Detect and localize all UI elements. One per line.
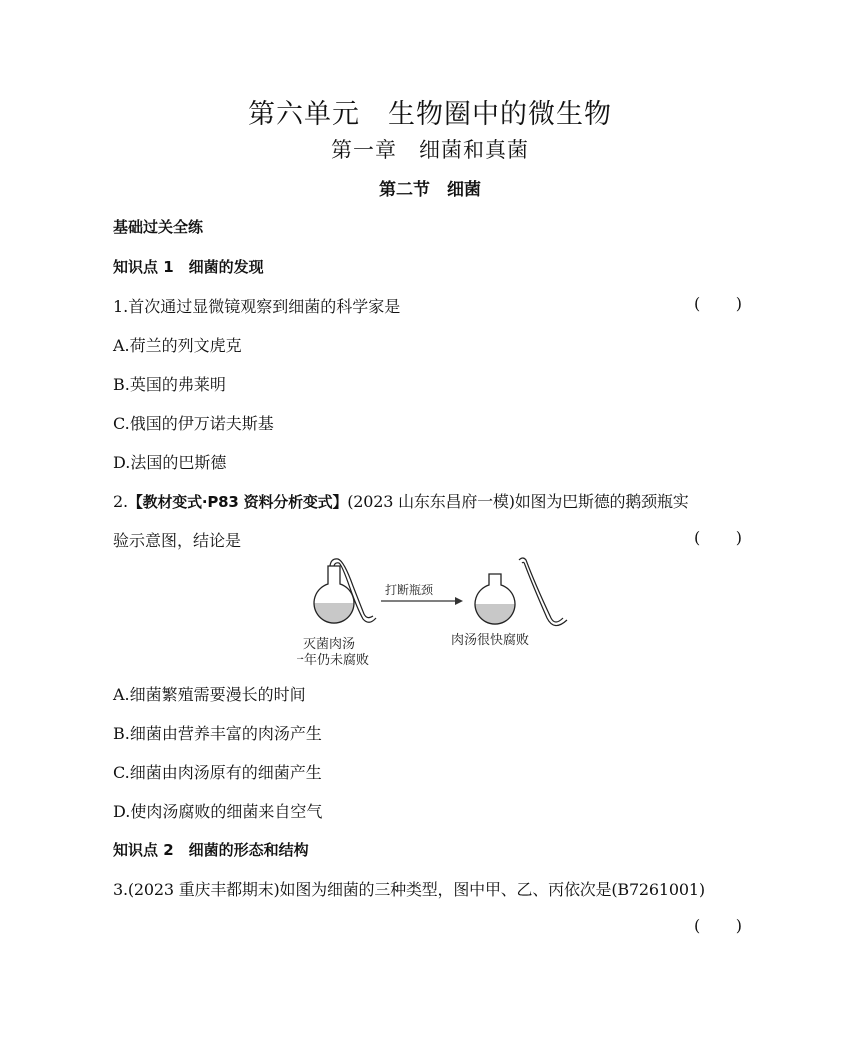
paren-open: ( xyxy=(694,916,701,935)
chapter-title: 第一章 细菌和真菌 xyxy=(331,138,529,162)
q2-option-a: A.细菌繁殖需要漫长的时间 xyxy=(113,685,306,704)
q2-option-c: C.细菌由肉汤原有的细菌产生 xyxy=(113,763,322,782)
swan-neck-flask-figure xyxy=(297,556,577,668)
paren-open: ( xyxy=(694,528,701,547)
paren-close: ) xyxy=(735,916,742,935)
left-flask-broth xyxy=(314,603,354,623)
q2-number: 2. xyxy=(113,492,128,511)
flask-diagram xyxy=(297,556,577,668)
right-flask-broth xyxy=(475,604,515,624)
answer-blank-q1 xyxy=(694,294,742,313)
practice-heading: 基础过关全练 xyxy=(113,218,204,236)
knowledge-point-1: 知识点 1 细菌的发现 xyxy=(113,258,264,276)
q1-option-a: A.荷兰的列文虎克 xyxy=(113,336,242,355)
question-2-stem-line1 xyxy=(113,489,689,512)
q2-option-d: D.使肉汤腐败的细菌来自空气 xyxy=(113,802,323,821)
q1-option-b: B.英国的弗莱明 xyxy=(113,375,226,394)
paren-open: ( xyxy=(694,294,701,313)
question-1-stem: 1.首次通过显微镜观察到细菌的科学家是 xyxy=(113,297,401,316)
q2-stem-text: (2023 山东东昌府一模)如图为巴斯德的鹅颈瓶实 xyxy=(347,492,689,511)
knowledge-point-2: 知识点 2 细菌的形态和结构 xyxy=(113,841,309,859)
q1-option-d: D.法国的巴斯德 xyxy=(113,453,227,472)
question-2-stem-line2: 验示意图，结论是 xyxy=(113,531,242,550)
left-caption-2: 一年仍未腐败 xyxy=(297,653,370,668)
q1-option-c: C.俄国的伊万诺夫斯基 xyxy=(113,414,274,433)
arrow-label: 打断瓶颈 xyxy=(385,583,434,597)
arrow-head xyxy=(455,597,463,605)
unit-title: 第六单元 生物圈中的微生物 xyxy=(248,99,612,130)
answer-blank-q3 xyxy=(694,916,742,935)
answer-blank-q2 xyxy=(694,528,742,547)
left-caption-1: 灭菌肉汤 xyxy=(303,637,356,652)
paren-close: ) xyxy=(735,294,742,313)
q2-option-b: B.细菌由营养丰富的肉汤产生 xyxy=(113,724,322,743)
question-3-stem: 3.(2023 重庆丰都期末)如图为细菌的三种类型，图中甲、乙、丙依次是(B7261001) xyxy=(113,880,705,899)
paren-close: ) xyxy=(735,528,742,547)
q2-tag: 【教材变式·P83 资料分析变式】 xyxy=(127,493,348,511)
section-title: 第二节 细菌 xyxy=(379,180,481,200)
right-caption: 肉汤很快腐败 xyxy=(451,633,530,648)
broken-neck-piece xyxy=(519,558,567,626)
